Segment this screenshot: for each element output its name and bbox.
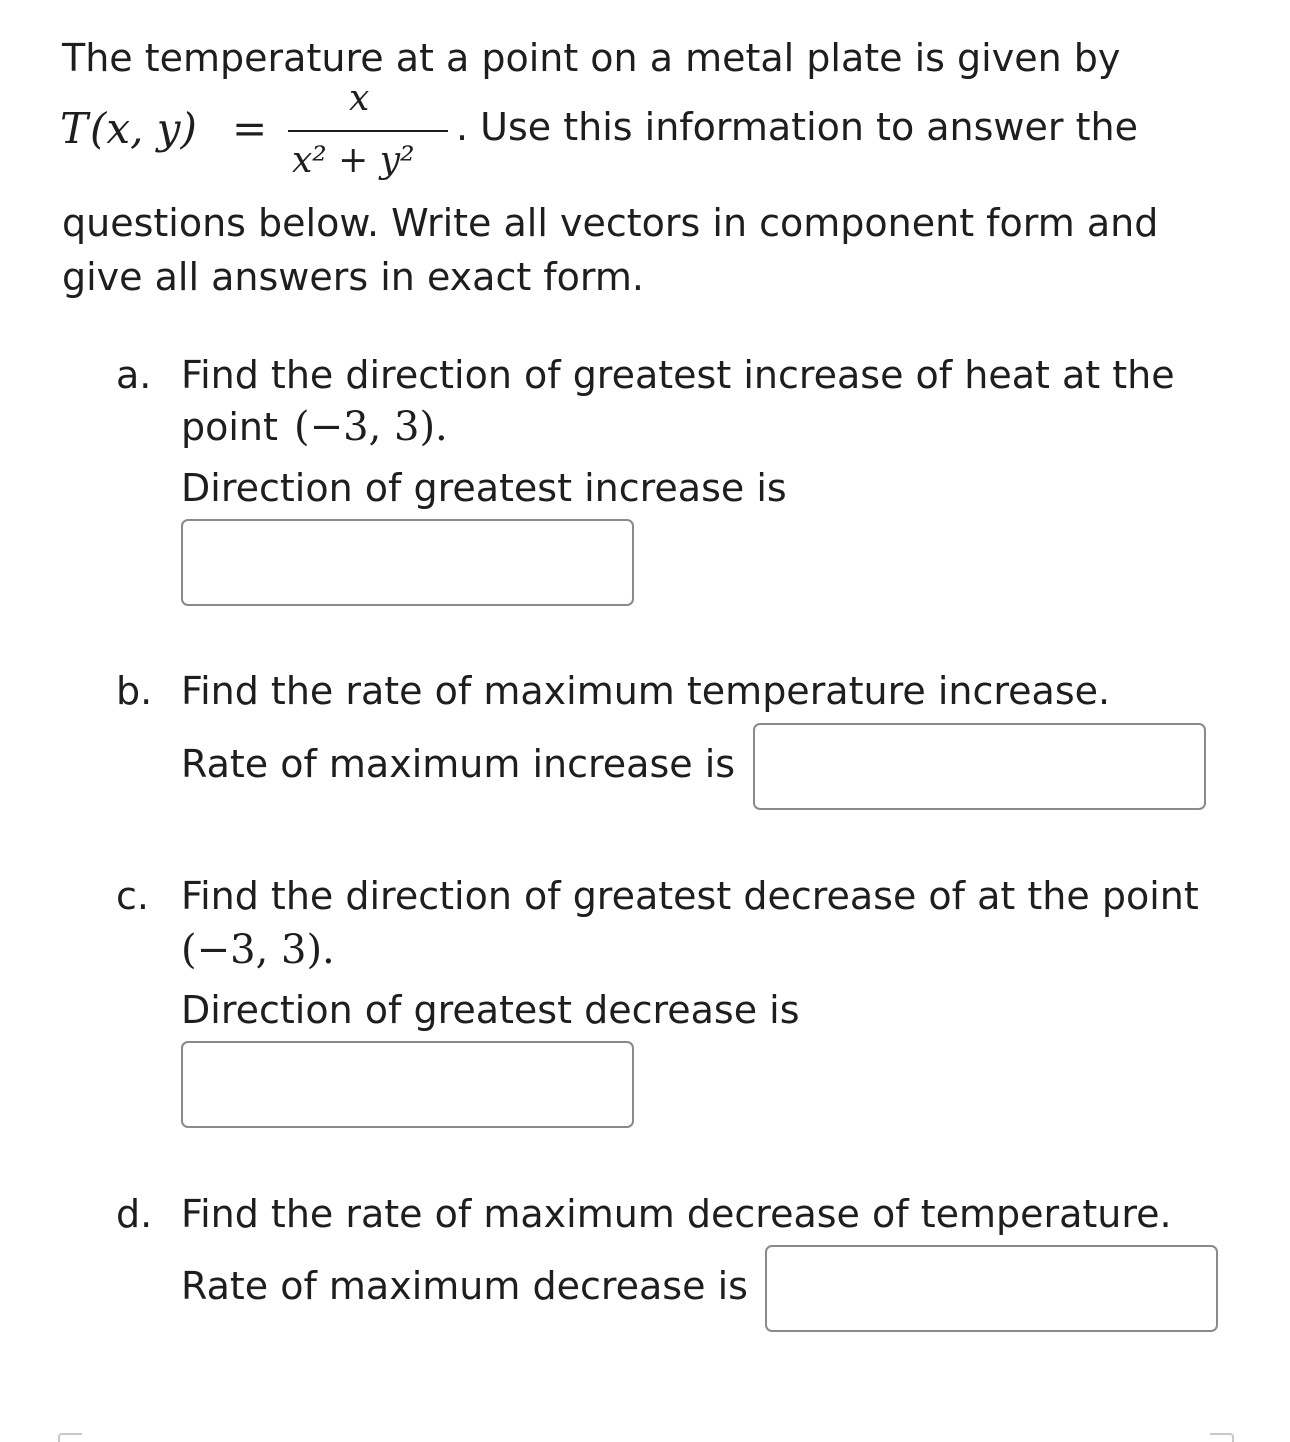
question-c-text: Find the direction of greatest decrease of at the point xyxy=(181,874,1199,918)
question-a-letter: a. xyxy=(116,353,152,397)
fraction-numerator: x xyxy=(349,78,370,119)
equals-sign: = xyxy=(232,104,268,153)
question-a-text: Find the direction of greatest increase of heat at the xyxy=(181,353,1175,397)
question-c-letter: c. xyxy=(116,874,149,918)
question-c-point: (−3, 3). xyxy=(181,927,335,973)
direction-increase-input[interactable] xyxy=(181,519,634,606)
question-c-answer-label: Direction of greatest decrease is xyxy=(181,988,800,1032)
direction-decrease-input[interactable] xyxy=(181,1041,634,1128)
question-d-letter: d. xyxy=(116,1192,153,1236)
question-b-answer-label: Rate of maximum increase is xyxy=(181,742,736,786)
fraction-denominator: x² + y² xyxy=(292,140,415,181)
question-b-text: Find the rate of maximum temperature increase. xyxy=(181,669,1111,713)
rate-decrease-input[interactable] xyxy=(765,1245,1218,1332)
next-panel-corner-right xyxy=(1210,1433,1234,1442)
rate-increase-input[interactable] xyxy=(753,723,1206,810)
intro-line-4: give all answers in exact form. xyxy=(62,255,644,299)
intro-line-3: questions below. Write all vectors in component form and xyxy=(62,201,1159,245)
function-arguments: (x, y) xyxy=(90,104,197,153)
question-d-answer-label: Rate of maximum decrease is xyxy=(181,1264,748,1308)
intro-line-1: The temperature at a point on a metal plate is given by xyxy=(62,36,1121,80)
fraction-bar xyxy=(288,130,448,132)
question-b-letter: b. xyxy=(116,669,153,713)
question-d-text: Find the rate of maximum decrease of temperature. xyxy=(181,1192,1172,1236)
question-a-point-prefix: point xyxy=(181,405,278,449)
intro-line-2: . Use this information to answer the xyxy=(456,105,1138,149)
question-a-answer-label: Direction of greatest increase is xyxy=(181,466,787,510)
function-name: T xyxy=(60,104,89,153)
next-panel-corner-left xyxy=(58,1433,82,1442)
question-a-point: (−3, 3). xyxy=(294,404,448,450)
